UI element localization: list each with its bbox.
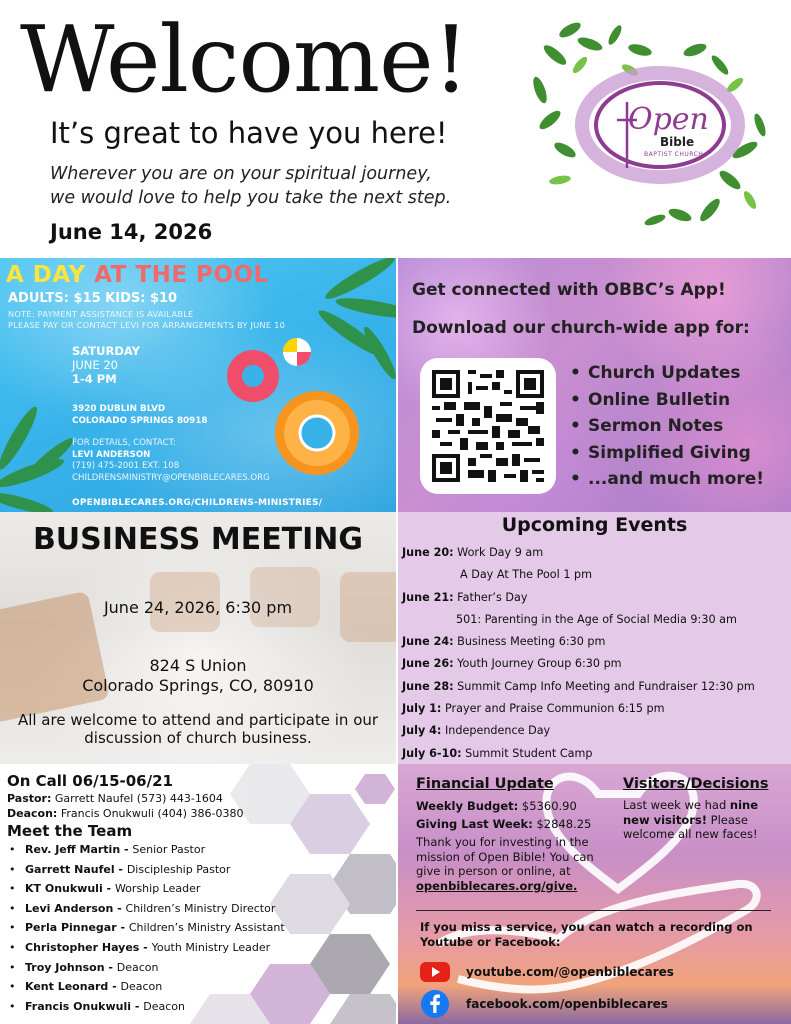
list-item: June 20: Work Day 9 am bbox=[402, 546, 544, 559]
list-item: • Francis Onukwuli - Deacon bbox=[9, 997, 285, 1017]
pool-note-line: PLEASE PAY OR CONTACT LEVI FOR ARRANGEMENTS BY JUNE 10 bbox=[8, 320, 286, 330]
team-list bbox=[9, 840, 285, 1016]
weekly-budget: Weekly Budget: $5360.90 bbox=[416, 799, 577, 813]
business-datetime: June 24, 2026, 6:30 pm bbox=[103, 598, 293, 617]
pool-prices: ADULTS: $15 KIDS: $10 bbox=[8, 291, 178, 306]
facebook-icon bbox=[420, 989, 450, 1019]
business-address-line: 824 S Union bbox=[149, 656, 247, 675]
pool-note-line: NOTE: PAYMENT ASSISTANCE IS AVAILABLE bbox=[8, 309, 194, 319]
team-title: Meet the Team bbox=[7, 822, 133, 840]
list-item: • KT Onukwuli - Worship Leader bbox=[9, 879, 285, 899]
list-item: • Garrett Naufel - Discipleship Pastor bbox=[9, 860, 285, 880]
business-address-line: Colorado Springs, CO, 80910 bbox=[82, 676, 314, 695]
pool-title-b: AT THE POOL bbox=[94, 262, 269, 288]
list-item: 501: Parenting in the Age of Social Media 9:30 am bbox=[456, 612, 737, 626]
list-item: • Online Bulletin bbox=[570, 387, 764, 414]
events-title: Upcoming Events bbox=[501, 514, 688, 536]
pool-contact-name: LEVI ANDERSON bbox=[72, 449, 151, 460]
pool-day: SATURDAY bbox=[72, 344, 141, 358]
finance-body: Thank you for investing in the mission of Open Bible! You can give in person or online, at openbiblecares.org/give. bbox=[416, 835, 594, 893]
oncall-deacon: Deacon: Francis Onukwuli (404) 386-0380 bbox=[7, 807, 244, 820]
app-subheading: Download our church-wide app for: bbox=[412, 318, 750, 338]
qr-code-image bbox=[432, 370, 544, 482]
beach-ball-icon bbox=[283, 338, 311, 366]
page-subtitle: It’s great to have you here! bbox=[50, 116, 448, 150]
business-title: BUSINESS MEETING bbox=[32, 522, 364, 557]
facebook-url[interactable]: facebook.com/openbiblecares bbox=[466, 997, 668, 1011]
finance-panel bbox=[398, 764, 791, 1024]
app-feature-list bbox=[570, 360, 764, 493]
list-item: • Perla Pinnegar - Children’s Ministry Assistant bbox=[9, 918, 285, 938]
youtube-url[interactable]: youtube.com/@openbiblecares bbox=[466, 965, 674, 979]
team-panel bbox=[0, 764, 396, 1024]
business-meeting-panel bbox=[0, 512, 396, 764]
facebook-link[interactable] bbox=[420, 992, 668, 1016]
pool-address bbox=[72, 403, 208, 427]
header bbox=[0, 0, 791, 258]
qr-code[interactable] bbox=[420, 358, 556, 494]
business-welcome: All are welcome to attend and participate in our discussion of church business. bbox=[17, 711, 379, 747]
pool-note bbox=[8, 309, 393, 331]
pool-title bbox=[6, 262, 269, 288]
visitors-title: Visitors/Decisions bbox=[623, 776, 769, 792]
pool-title-a: A DAY bbox=[6, 262, 95, 288]
app-heading: Get connected with OBBC’s App! bbox=[412, 280, 726, 300]
pool-address-line: COLORADO SPRINGS 80918 bbox=[72, 416, 208, 426]
list-item: • Christopher Hayes - Youth Ministry Leader bbox=[9, 938, 285, 958]
oncall-pastor: Pastor: Garrett Naufel (573) 443-1604 bbox=[7, 792, 223, 805]
logo-word: Open bbox=[628, 102, 709, 137]
logo-word: BAPTIST CHURCH bbox=[644, 151, 704, 158]
list-item: July 1: Prayer and Praise Communion 6:15 pm bbox=[402, 702, 665, 716]
give-link[interactable]: openbiblecares.org/give. bbox=[416, 878, 578, 893]
pool-datetime bbox=[72, 344, 140, 386]
list-item: June 26: Youth Journey Group 6:30 pm bbox=[402, 657, 622, 671]
list-item: June 28: Summit Camp Info Meeting and Fundraiser 12:30 pm bbox=[402, 679, 755, 693]
pool-time: 1-4 PM bbox=[72, 372, 117, 386]
list-item: A Day At The Pool 1 pm bbox=[460, 568, 592, 582]
list-item: July 6-10: Summit Student Camp bbox=[402, 746, 593, 760]
youtube-link[interactable] bbox=[420, 960, 674, 984]
list-item: • Troy Johnson - Deacon bbox=[9, 958, 285, 978]
oncall-title: On Call 06/15-06/21 bbox=[7, 772, 173, 790]
pool-contact bbox=[72, 438, 270, 484]
list-item: • Kent Leonard - Deacon bbox=[9, 977, 285, 997]
tagline bbox=[50, 162, 520, 210]
list-item: June 21: Father’s Day bbox=[402, 590, 528, 604]
chair-decoration bbox=[250, 567, 320, 627]
upcoming-events-panel bbox=[398, 512, 791, 764]
tagline-line: we would love to help you take the next step. bbox=[50, 188, 452, 208]
pool-address-line: 3920 DUBLIN BLVD bbox=[72, 404, 166, 414]
list-item: • Rev. Jeff Martin - Senior Pastor bbox=[9, 840, 285, 860]
app-panel bbox=[398, 258, 791, 512]
church-logo bbox=[520, 10, 780, 240]
missed-service-text: If you miss a service, you can watch a recording on Youtube or Facebook: bbox=[420, 920, 753, 949]
pool-date: JUNE 20 bbox=[72, 358, 118, 372]
page-title: Welcome! bbox=[20, 6, 469, 113]
pool-contact-email[interactable]: CHILDRENSMINISTRY@OPENBIBLECARES.ORG bbox=[72, 472, 270, 483]
logo-word: Bible bbox=[660, 135, 695, 149]
list-item: • Levi Anderson - Children’s Ministry Director bbox=[9, 899, 285, 919]
list-item: • Sermon Notes bbox=[570, 413, 764, 440]
pool-event-panel bbox=[0, 258, 396, 512]
visitors-body: Last week we had nine new visitors! Please welcome all new faces! bbox=[623, 798, 759, 842]
pool-contact-label: FOR DETAILS, CONTACT: bbox=[72, 438, 176, 448]
bulletin-date: June 14, 2026 bbox=[50, 220, 213, 244]
list-item: July 4: Independence Day bbox=[402, 724, 551, 738]
divider bbox=[416, 910, 771, 911]
youtube-icon bbox=[420, 961, 450, 983]
giving-last-week: Giving Last Week: $2848.25 bbox=[416, 817, 592, 831]
pool-url-link[interactable]: OPENBIBLECARES.ORG/CHILDRENS-MINISTRIES/ bbox=[72, 498, 323, 508]
list-item: • Simplified Giving bbox=[570, 440, 764, 467]
list-item: • ...and much more! bbox=[570, 466, 764, 493]
tagline-line: Wherever you are on your spiritual journey, bbox=[50, 164, 432, 184]
pool-contact-phone: (719) 475-2001 EXT. 108 bbox=[72, 461, 180, 471]
list-item: June 24: Business Meeting 6:30 pm bbox=[402, 635, 606, 649]
list-item: • Church Updates bbox=[570, 360, 764, 387]
events-list bbox=[402, 542, 790, 764]
finance-title: Financial Update bbox=[416, 776, 554, 792]
